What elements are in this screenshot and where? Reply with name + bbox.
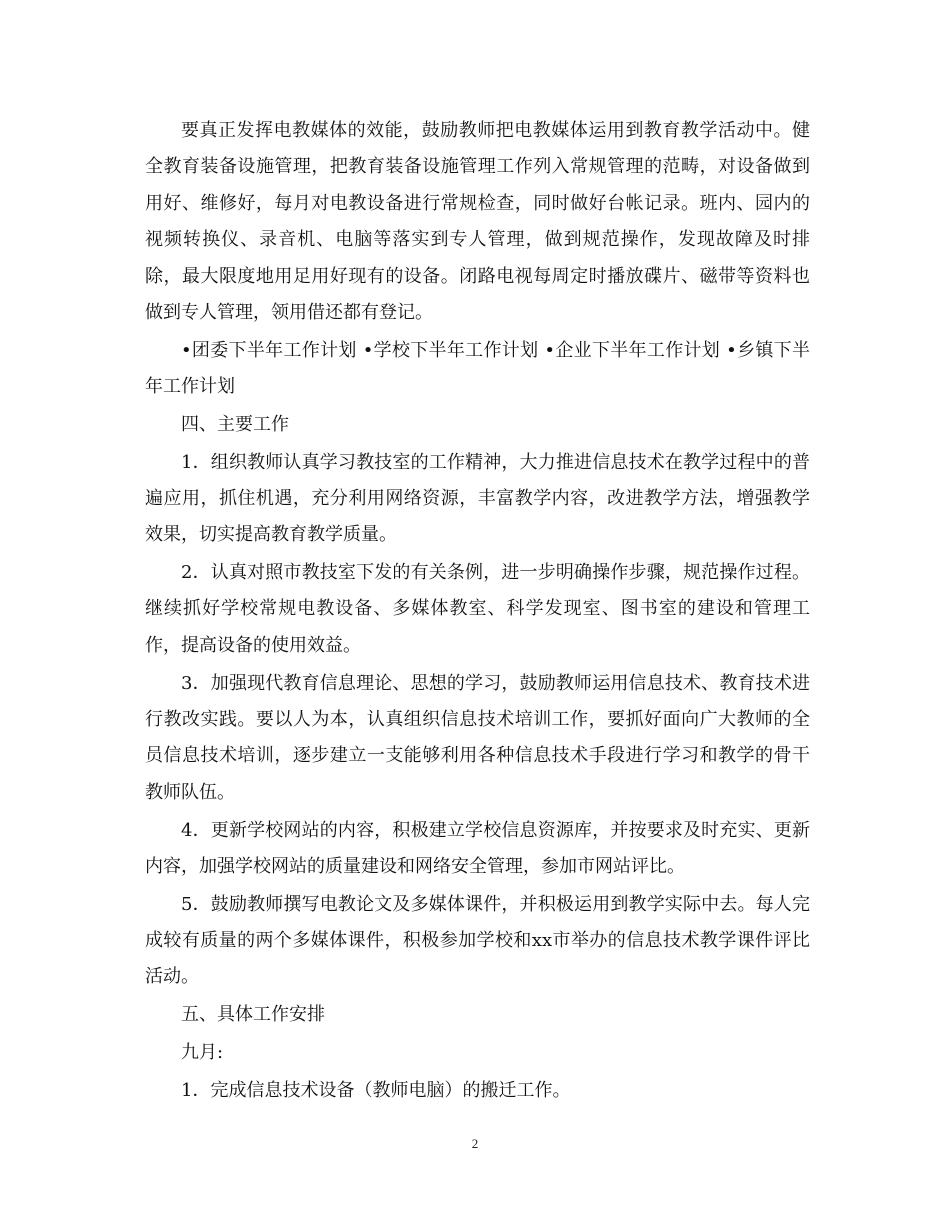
paragraph-item-4: 4．更新学校网站的内容，积极建立学校信息资源库，并按要求及时充实、更新内容，加强学校网站的质量建设和网络安全管理，参加市网站评比。: [145, 819, 810, 877]
paragraph-related-links: •团委下半年工作计划 •学校下半年工作计划 •企业下半年工作计划 •乡镇下半年工作计划: [145, 339, 810, 398]
heading-september: 九月:: [181, 1041, 224, 1063]
heading-main-work: 四、主要工作: [181, 413, 289, 435]
paragraph-equipment-management: 要真正发挥电教媒体的效能，鼓励教师把电教媒体运用到教育教学活动中。健全教育装备设施管理，把教育装备设施管理工作列入常规管理的范畴，对设备做到用好、维修好，每月对电教设备进行常规检查，同时做好台帐记录。班内、园内的视频转换仪、录音机、电脑等落实到专人管理，做到规范操作，发现故障及时排除，最大限度地用足用好现有的设备。闭路电视每周定时播放碟片、磁带等资料也做到专人管理，领用借还都有登记。: [145, 120, 810, 324]
paragraph-item-1: 1．组织教师认真学习教技室的工作精神，大力推进信息技术在教学过程中的普遍应用，抓住机遇，充分利用网络资源，丰富教学内容，改进教学方法，增强教学效果，切实提高教育教学质量。: [145, 451, 810, 546]
paragraph-item-2: 2．认真对照市教技室下发的有关条例，进一步明确操作步骤，规范操作过程。继续抓好学校常规电教设备、多媒体教室、科学发现室、图书室的建设和管理工作，提高设备的使用效益。: [145, 562, 810, 656]
page-number: 2: [471, 1136, 479, 1151]
paragraph-september-item-1: 1．完成信息技术设备（教师电脑）的搬迁工作。: [181, 1079, 571, 1101]
paragraph-item-5: 5．鼓励教师撰写电教论文及多媒体课件，并积极运用到教学实际中去。每人完成较有质量的两个多媒体课件，积极参加学校和xx市举办的信息技术教学课件评比活动。: [145, 893, 810, 988]
heading-work-schedule: 五、具体工作安排: [181, 1004, 325, 1026]
paragraph-item-3: 3．加强现代教育信息理论、思想的学习，鼓励教师运用信息技术、教育技术进行教改实践。要以人为本，认真组织信息技术培训工作，要抓好面向广大教师的全员信息技术培训，逐步建立一支能够利用各种信息技术手段进行学习和教学的骨干教师队伍。: [145, 672, 810, 803]
document-body: [145, 113, 810, 1110]
